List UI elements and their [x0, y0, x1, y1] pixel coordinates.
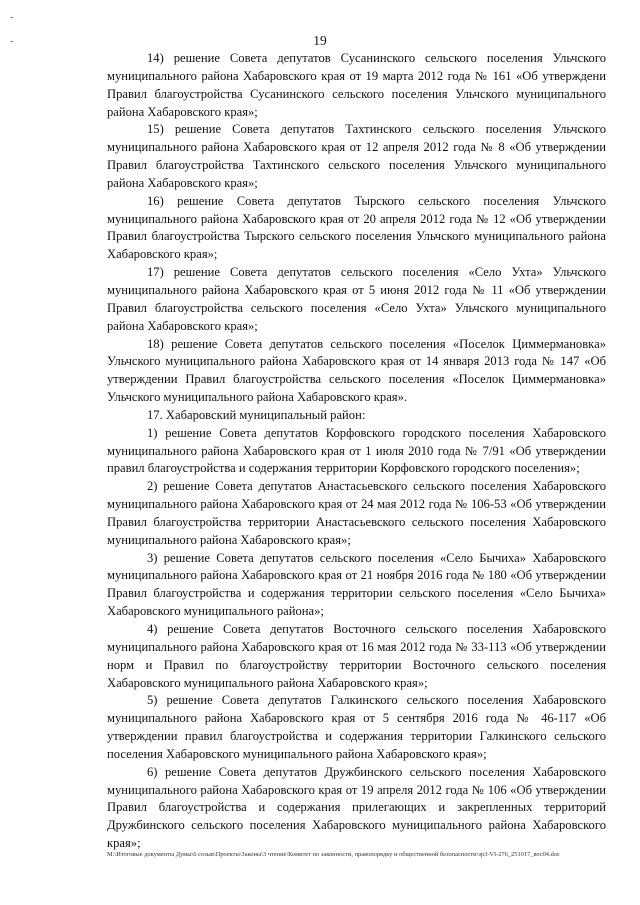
section-heading: 17. Хабаровский муниципальный район: [147, 407, 366, 422]
paragraph: 15) решение Совета депутатов Тахтинского сельского поселения Ульчского муниципального района Хабаровского края от 12 апреля 2012 года № 8 «Об утверждении Правил благоустройства Тахтинского сельского поселения Ульчского муниципального района Хабаровского края»; [107, 122, 606, 190]
margin-mark: - [10, 12, 14, 23]
footer-file-path: M:\Итоговые документы Думы\6 созыв\Проекты\Законы\3 чтение\Комитет по законности, правопорядку и общественной безопасности\зр3-VI-276_251017_вос04.doc [107, 851, 560, 858]
paragraph: 2) решение Совета депутатов Анастасьевского сельского поселения Хабаровского муниципального района Хабаровского края от 24 мая 2012 года № 106-53 «Об утверждении Правил благоустройства территории Анастасьевского сельского поселения Хабаровского муниципального района Хабаровского края»; [107, 479, 606, 547]
paragraph: 16) решение Совета депутатов Тырского сельского поселения Ульчского муниципального района Хабаровского края от 20 апреля 2012 года № 12 «Об утверждении Правил благоустройства Тырского сельского поселения Ульчского муниципального района Хабаровского края»; [107, 193, 606, 262]
document-body [107, 50, 606, 853]
paragraph: 5) решение Совета депутатов Галкинского сельского поселения Хабаровского муниципального района Хабаровского края от 5 сентября 2016 года № 46-117 «Об утверждении правил благоустройства и содержания территории Галкинского сельского поселения Хабаровского муниципального района Хабаровского края»; [107, 693, 606, 761]
paragraph: 3) решение Совета депутатов сельского поселения «Село Бычиха» Хабаровского муниципального района Хабаровского края от 21 ноября 2016 года № 180 «Об утверждении Правил благоустройства и содержания территории сельского поселения «Село Бычиха» Хабаровского муниципального района»; [107, 550, 606, 619]
page-number: 19 [313, 33, 327, 48]
paragraph: 6) решение Совета депутатов Дружбинского сельского поселения Хабаровского муниципального района Хабаровского края от 19 апреля 2012 года № 106 «Об утверждении Правил благоустройства и содержания прилегающих и закрепленных территорий Дружбинского сельского поселения Хабаровского муниципального района Хабаровского края»; [107, 764, 606, 851]
paragraph: 1) решение Совета депутатов Корфовского городского поселения Хабаровского муниципального района Хабаровского края от 1 июля 2010 года № 7/91 «Об утверждении правил благоустройства и содержания территории Корфовского городского поселения»; [107, 425, 606, 476]
paragraph: 18) решение Совета депутатов сельского поселения «Поселок Циммермановка» Ульчского муниципального района Хабаровского края от 14 января 2013 года № 147 «Об утверждении Правил благоустройства сельского поселения «Поселок Циммермановка» Ульчского муниципального района Хабаровского края». [107, 336, 606, 405]
paragraph: 4) решение Совета депутатов Восточного сельского поселения Хабаровского муниципального района Хабаровского края от 16 мая 2012 года № 33-113 «Об утверждении норм и Правил по благоустройству территории Восточного сельского поселения Хабаровского муниципального района Хабаровского края»; [107, 622, 606, 690]
paragraph: 14) решение Совета депутатов Сусанинского сельского поселения Ульчского муниципального района Хабаровского края от 19 марта 2012 года № 161 «Об утверждени Правил благоустройства Сусанинского сельского поселения Ульчского муниципального района Хабаровского края»; [107, 51, 606, 119]
margin-mark: - [10, 36, 14, 47]
paragraph: 17) решение Совета депутатов сельского поселения «Село Ухта» Ульчского муниципального района Хабаровского края от 5 июня 2012 года № 11 «Об утверждении Правил благоустройства сельского поселения «Село Ухта» Ульчского муниципального района Хабаровского края»; [107, 265, 606, 333]
